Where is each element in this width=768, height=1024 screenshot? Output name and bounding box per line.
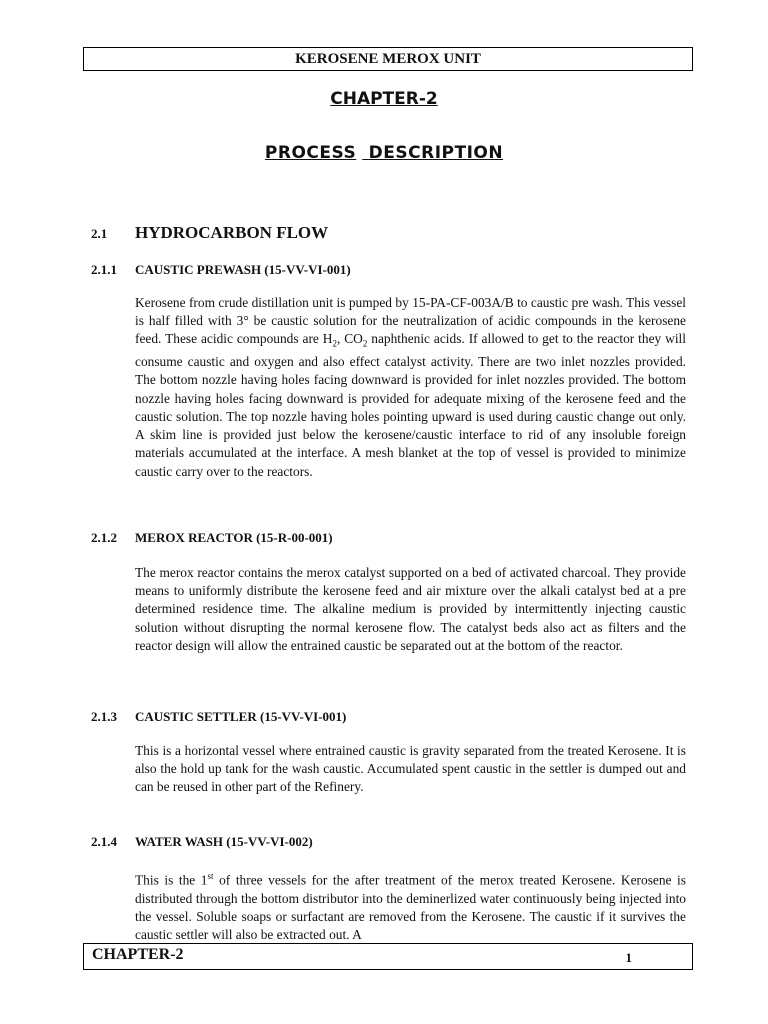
subsection-heading (91, 709, 346, 725)
subsection-number: 2.1.1 (91, 262, 117, 277)
page-title (0, 143, 768, 163)
subsection-title: MEROX REACTOR (15-R-00-001) (135, 530, 333, 545)
page-title-word-2: DESCRIPTION (368, 143, 504, 163)
paragraph: This is a horizontal vessel where entrained caustic is gravity separated from the treated Kerosene. It is also the hold up tank for the wash caustic. Accumulated spent caustic in the settler is dumped out and can be reused in other part of the Refinery. (135, 743, 686, 795)
header-title: KEROSENE MEROX UNIT (295, 51, 481, 67)
subscript: 2 (332, 339, 337, 350)
subsection-heading (91, 530, 333, 546)
section-number: 2.1 (91, 226, 108, 241)
section-title: HYDROCARBON FLOW (135, 223, 329, 242)
paragraph-text: of three vessels for the after treatment of the merox treated Kerosene. Kerosene is distributed through the bottom distributor into the deminerlized water continuously being injected into the vessel. Soluble soaps or surfactant are removed from the Kerosene. The caustic if it survives the caustic settler will also be extracted out. A (135, 872, 686, 943)
page-title-word-1: PROCESS (264, 143, 357, 163)
footer-chapter: CHAPTER-2 (92, 946, 184, 963)
subsection-title: CAUSTIC SETTLER (15-VV-VI-001) (135, 709, 347, 724)
subsection-heading (91, 834, 313, 850)
section-heading (91, 223, 328, 243)
running-footer (83, 943, 693, 970)
paragraph-text: naphthenic acids. If allowed to get to the reactor they will consume caustic and oxygen and also effect catalyst activity. There are two inlet nozzles provided. The bottom nozzle having holes facing downward is provided for inlet nozzles provided. The bottom nozzle having holes facing downward is provided for adequate mixing of the kerosene feed and the caustic solution. The top nozzle having holes pointing upward is used during caustic change out only. A skim line is provided just below the kerosene/caustic interface to rid of any insoluble foreign materials accumulated at the interface. A mesh blanket at the top of vessel is provided to minimize caustic carry over to the reactors. (135, 331, 686, 479)
subsection-number: 2.1.3 (91, 709, 117, 724)
paragraph: The merox reactor contains the merox catalyst supported on a bed of activated charcoal. They provide means to uniformly distribute the kerosene feed and air mixture over the alkali catalyst bed at a pre determined residence time. The alkaline medium is provided by intermittently injecting caustic solution without disrupting the normal kerosene flow. The catalyst beds also act as filters and the reactor design will allow the entrained caustic be separated out at the bottom of the reactor. (135, 565, 686, 653)
paragraph (135, 867, 686, 944)
paragraph (135, 294, 686, 481)
page-number: 1 (625, 950, 632, 965)
subsection-heading (91, 262, 351, 278)
running-header (83, 47, 693, 71)
subsection-title: CAUSTIC PREWASH (15-VV-VI-001) (135, 262, 351, 277)
subscript: 2 (362, 339, 368, 350)
subsection-number: 2.1.4 (91, 834, 117, 849)
superscript: st (207, 871, 214, 881)
paragraph-text: This is the 1 (135, 872, 208, 888)
paragraph-text: Kerosene from crude distillation unit is pumped by 15-PA-CF-003A/B to caustic pre wash. This vessel is half filled with 3° be caustic solution for the neutralization of acidic compounds in the kerosene feed. These acidic compounds are H (135, 295, 686, 347)
subsection-title: WATER WASH (15-VV-VI-002) (135, 834, 313, 849)
subsection-number: 2.1.2 (91, 530, 117, 545)
chapter-heading: CHAPTER-2 (330, 89, 438, 109)
paragraph-text: , CO (336, 331, 363, 347)
